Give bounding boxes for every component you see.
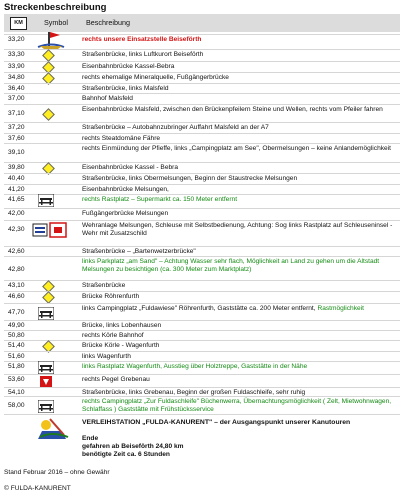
description-text: rechts Pegel Grebenau (82, 376, 150, 383)
description-text: Straßenbrücke – Autobahnzubringer Auffahrt Malsfeld an der A7 (82, 124, 269, 131)
km-value: 37,10 (8, 110, 25, 117)
description-text: links Rastplatz Wagenfurth, Ausstieg über Holztreppe, Gaststätte in der Nähe (82, 363, 308, 370)
km-value: 41,20 (8, 186, 25, 193)
km-value: 33,30 (8, 51, 25, 58)
description-text: Fußgängerbrücke Melsungen (82, 210, 169, 217)
km-header-icon: KM (10, 17, 27, 30)
final-line-end: Ende (82, 435, 99, 442)
footer-copyright: © FULDA-KANURENT (4, 485, 71, 492)
table-header (4, 14, 400, 32)
row-divider (4, 414, 400, 415)
km-value: 39,80 (8, 164, 25, 171)
km-value: 53,60 (8, 376, 25, 383)
km-value: 42,80 (8, 266, 25, 273)
km-value: 40,40 (8, 175, 25, 182)
km-value: 49,90 (8, 322, 25, 329)
rental-station-icon (36, 417, 70, 441)
picnic-icon (38, 400, 54, 418)
description-text: rechts Steatdomäne Fähre (82, 135, 161, 142)
description-text: rechts Campingplatz „Zur Fuldaschleife" Büchenwerra, Übernachtungsmöglichkeit ( Zelt, Mietwohnwagen, Schlaffass ) Gaststätte mit Frühstücksservice (82, 398, 392, 414)
gauge-icon (40, 375, 52, 393)
km-value: 50,80 (8, 332, 25, 339)
final-line-distance: gefahren ab Beiseförth 24,80 km (82, 443, 184, 450)
row-divider (4, 208, 400, 209)
description-text: Eisenbahnbrücke Melsungen, (82, 186, 169, 193)
row-divider (4, 291, 400, 292)
description-text: Brücke Körle - Wagenfurth (82, 342, 160, 349)
description-text: Brücke, links Lobenhausen (82, 322, 162, 329)
description-text: Eisenbahnbrücke Kassel - Bebra (82, 164, 179, 171)
description-text: Straßenbrücke, links Luftkurort Beiseförth (82, 51, 204, 58)
km-value: 33,90 (8, 63, 25, 70)
symbol-header: Symbol (44, 18, 68, 27)
row-divider (4, 340, 400, 341)
bridge-diamond-icon (42, 291, 55, 304)
row-divider (4, 374, 400, 375)
row-divider (4, 72, 400, 73)
description-text: Brücke Röhrenfurth (82, 293, 140, 300)
row-divider (4, 133, 400, 134)
km-value: 51,40 (8, 342, 25, 349)
description-text: Wehranlage Melsungen, Schleuse mit Selbstbedienung, Achtung: Sog links Rastplatz auf Schleuseninsel - Wehr mit Zusatzschild (82, 222, 393, 238)
description-text: Eisenbahnbrücke Kassel-Bebra (82, 63, 175, 70)
row-divider (4, 122, 400, 123)
row-divider (4, 361, 400, 362)
description-text (82, 305, 396, 313)
km-value: 42,00 (8, 210, 25, 217)
row-divider (4, 396, 400, 397)
final-heading: VERLEIHSTATION „FULDA-KANURENT" – der Ausgangspunkt unserer Kanutouren (82, 419, 351, 426)
km-value: 39,10 (8, 149, 25, 156)
row-divider (4, 83, 400, 84)
row-divider (4, 173, 400, 174)
description-header: Beschreibung (86, 18, 130, 27)
description-text: Straßenbrücke – „Bartenwetzerbrücke" (82, 248, 196, 255)
km-value: 37,60 (8, 135, 25, 142)
description-text: rechts Rastplatz – Supermarkt ca. 150 Meter entfernt (82, 196, 238, 203)
row-divider (4, 194, 400, 195)
row-divider (4, 256, 400, 257)
km-value: 58,00 (8, 402, 25, 409)
km-value: 43,10 (8, 282, 25, 289)
row-divider (4, 351, 400, 352)
description-text: Eisenbahnbrücke Malsfeld, zwischen den Brückenpfeilern Steine und Wellen, rechts vom Pfeiler fahren (82, 106, 383, 113)
km-value: 47,70 (8, 309, 25, 316)
description-text: links Parkplatz „am Sand" – Achtung Wasser sehr flach, Möglichkeit an Land zu gehen um die Altstadt Melsungen zu besichtigen (ca. 300 Meter zum Marktplatz) (82, 258, 380, 274)
picnic-icon (38, 194, 54, 212)
row-divider (4, 162, 400, 163)
row-divider (4, 387, 400, 388)
description-text: rechts unsere Einsatzstelle Beiseförth (82, 36, 202, 43)
km-value: 46,60 (8, 293, 25, 300)
picnic-icon (38, 307, 54, 325)
km-value: 41,65 (8, 196, 25, 203)
km-value: 51,60 (8, 353, 25, 360)
row-divider (4, 320, 400, 321)
page-title: Streckenbeschreibung (4, 2, 107, 13)
row-divider (4, 143, 400, 144)
bridge-diamond-icon (42, 108, 55, 121)
footer-stand: Stand Februar 2016 – ohne Gewähr (4, 469, 110, 476)
final-line-time: benötigte Zeit ca. 6 Stunden (82, 451, 170, 458)
description-text: links Wagenfurth (82, 353, 131, 360)
weir-icon (32, 221, 68, 246)
description-text: Straßenbrücke, links Grebenau, Beginn der großen Fuldaschleife, sehr ruhig (82, 389, 306, 396)
km-value: 36,40 (8, 85, 25, 92)
km-value: 33,20 (8, 36, 25, 43)
row-divider (4, 246, 400, 247)
description-text-part: links Campingplatz „Fuldawiese" Röhrenfurth, Gaststätte ca. 200 Meter entfernt, (82, 305, 318, 312)
row-divider (4, 330, 400, 331)
description-text: Straßenbrücke, links Malsfeld (82, 85, 169, 92)
km-value: 34,80 (8, 74, 25, 81)
km-value: 37,20 (8, 124, 25, 131)
description-text: rechts ehemalige Mineralquelle, Fußgängerbrücke (82, 74, 229, 81)
km-value: 51,80 (8, 363, 25, 370)
row-divider (4, 93, 400, 94)
description-text: rechts Körle Bahnhof (82, 332, 144, 339)
km-value: 42,60 (8, 248, 25, 255)
description-text: Straßenbrücke (82, 282, 126, 289)
row-divider (4, 184, 400, 185)
description-text: rechts Einmündung der Pfieffe, links „Campingplatz am See", Obermelsungen – keine Anlandemöglichkeit (82, 145, 391, 152)
row-divider (4, 303, 400, 304)
row-divider (4, 280, 400, 281)
row-divider (4, 104, 400, 105)
row-divider (4, 61, 400, 62)
km-value: 54,10 (8, 389, 25, 396)
rest-option-text: Rastmöglichkeit (317, 305, 364, 312)
description-text: Bahnhof Malsfeld (82, 95, 133, 102)
km-value: 37,00 (8, 95, 25, 102)
row-divider (4, 49, 400, 50)
km-value: 42,30 (8, 226, 25, 233)
description-text: Straßenbrücke, links Obermelsungen, Beginn der Staustrecke Melsungen (82, 175, 298, 182)
